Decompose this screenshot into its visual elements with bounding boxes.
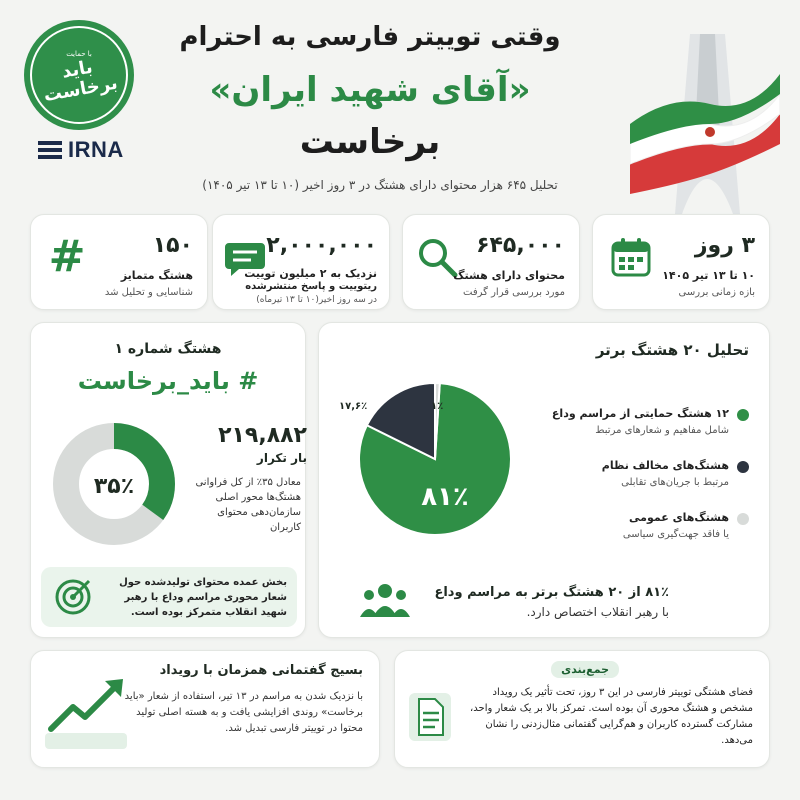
summary-label: جمع‌بندی (551, 661, 619, 678)
subtitle: تحلیل ۶۴۵ هزار محتوای دارای هشتگ در ۳ روز اخیر (۱۰ تا ۱۳ تیر ۱۴۰۵) (202, 178, 558, 192)
top-hashtag-count-label: بار تکرار (256, 451, 307, 465)
mobilization-title: بسیج گفتمانی همزمان با رویداد (159, 663, 363, 678)
azadi-tower-flag-illustration (630, 14, 780, 214)
brand-logo (24, 20, 134, 130)
stat-hashtags-line1: هشتگ متمایز (120, 269, 193, 282)
pie-label-opposing: ۱۷,۶٪ (339, 401, 368, 412)
stat-content-line1: محتوای دارای هشتگ (453, 269, 565, 282)
pie-label-general: ۱٪ (431, 401, 444, 412)
logo-small-text: با حمایت (66, 50, 92, 58)
hashtag-icon: # (48, 231, 86, 282)
stat-tweets-line2: ریتوییت و پاسخ منتشرشده (245, 281, 377, 292)
donut-percent-label: ۳۵٪ (93, 474, 135, 499)
title-line-2: «آقای شهید ایران» (209, 70, 531, 110)
people-group-icon (359, 581, 411, 621)
irna-logo (38, 136, 148, 164)
calendar-icon (609, 235, 653, 279)
top20-title: تحلیل ۲۰ هشتگ برتر (595, 341, 749, 359)
stat-content-value: ۶۴۵,۰۰۰ (476, 233, 565, 258)
top-hashtag-note (41, 567, 297, 627)
legend-dot-opposing (737, 461, 749, 473)
mobilization-text: با نزدیک شدن به مراسم در ۱۳ تیر، استفاده از شعار «باید برخاست» روندی افزایشی یافت و به هسته اصلی تولید محتوا در توییتر فارسی تبدیل شد. (124, 691, 363, 734)
stat-tweets-value: ۲,۰۰۰,۰۰۰ (266, 233, 377, 258)
top-hashtag-note-text: بخش عمده محتوای تولیدشده حول شعار محوری مراسم وداع با رهبر شهید انقلاب متمرکز بوده است. (119, 577, 287, 618)
mobilization-card (30, 650, 380, 768)
logo-text: باید برخاست (42, 56, 120, 107)
summary-text: فضای هشتگی توییتر فارسی در این ۳ روز، تحت تأثیر یک رویداد مشخص و هشتگ محوری آن بوده است. تمرکز بالا بر یک شعار واحد، مشارکت گسترده کاربران و هم‌گرایی گفتمانی مثال‌زدنی را نشان می‌دهد. (470, 687, 753, 746)
top-hashtag-card (30, 322, 306, 638)
irna-mark-icon (38, 141, 62, 159)
legend-dot-general (737, 513, 749, 525)
stat-tweets-line3: در سه روز اخیر(۱۰ تا ۱۳ تیرماه) (256, 295, 377, 305)
stat-content-line2: مورد بررسی قرار گرفت (463, 287, 565, 298)
stat-card-content (402, 214, 580, 310)
top20-footer-line2: با رهبر انقلاب اختصاص دارد. (526, 605, 669, 619)
trend-up-icon (45, 673, 127, 749)
stat-tweets-line1: نزدیک به ۲ میلیون توییت (244, 267, 377, 280)
title-line-1: وقتی توییتر فارسی به احترام (179, 22, 561, 52)
stat-card-hashtags (30, 214, 208, 310)
top-hashtag-count: ۲۱۹,۸۸۲ (218, 423, 307, 448)
title-line-3: برخاست (299, 122, 441, 162)
irna-text: IRNA (68, 137, 124, 162)
top20-card (318, 322, 770, 638)
top20-footer-line1: ۸۱٪ از ۲۰ هشتگ برتر به مراسم وداع (434, 585, 669, 600)
stat-hashtags-line2: شناسایی و تحلیل شد (104, 287, 193, 298)
target-icon (53, 577, 93, 617)
legend-general-sub: یا فاقد جهت‌گیری سیاسی (622, 529, 729, 540)
top-hashtag-tag: # باید_برخاست (77, 367, 259, 395)
summary-card (394, 650, 770, 768)
legend-supportive-label: ۱۲ هشتگ حمایتی از مراسم وداع (551, 407, 729, 420)
top-hashtag-desc: معادل ۳۵٪ از کل فراوانی هشتگ‌ها محور اصلی سازمان‌دهی محتوای کاربران (195, 477, 301, 533)
legend-general-label: هشتگ‌های عمومی (629, 511, 729, 524)
legend-opposing-label: هشتگ‌های مخالف نظام (601, 459, 729, 472)
stat-days-line2: بازه زمانی بررسی (678, 287, 755, 298)
top-hashtag-donut (49, 419, 179, 549)
stat-days-line1: ۱۰ تا ۱۳ تیر ۱۴۰۵ (662, 269, 755, 282)
stat-card-tweets (212, 214, 390, 310)
document-icon (407, 691, 453, 743)
legend-opposing-sub: مرتبط با جریان‌های تقابلی (621, 477, 729, 488)
stat-days-value: ۳ روز (694, 233, 755, 258)
top-hashtag-title: هشتگ شماره ۱ (114, 341, 222, 357)
legend-supportive-sub: شامل مفاهیم و شعارهای مرتبط (595, 425, 729, 436)
legend-dot-supportive (737, 409, 749, 421)
pie-center-label: ۸۱٪ (421, 482, 469, 512)
stat-card-days (592, 214, 770, 310)
stat-hashtags-value: ۱۵۰ (152, 233, 193, 258)
